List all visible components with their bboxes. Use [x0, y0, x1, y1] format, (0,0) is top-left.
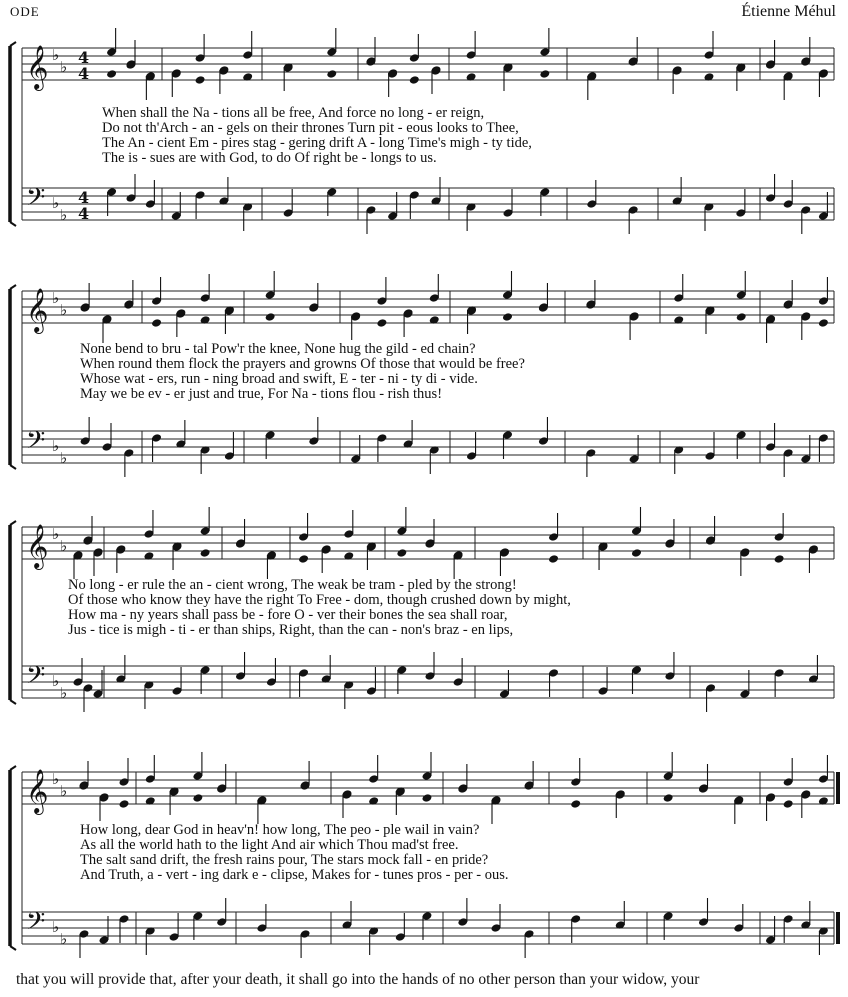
note-head: [818, 318, 829, 328]
lyric-line: As all the world hath to the light And air which Thou mad'st free.: [80, 837, 459, 853]
note-head: [502, 312, 513, 322]
flat-icon: ♭: [52, 289, 60, 307]
bass-clef-icon: 𝄢: [26, 426, 46, 461]
lyric-line: When round them flock the prayers and growns Of those that would be free?: [80, 356, 525, 372]
note-head: [396, 548, 407, 558]
flat-icon: ♭: [52, 770, 60, 788]
note-head: [265, 312, 276, 322]
time-signature-bottom: 4: [78, 64, 90, 83]
lyric-line: Jus - tice is migh - ti - er than ships, Right, than the can - non's braz - en lips,: [68, 622, 514, 638]
note-head: [326, 69, 337, 79]
time-signature-top: 4: [78, 188, 90, 207]
flat-icon: ♭: [52, 918, 60, 936]
flat-icon: ♭: [60, 930, 68, 948]
flat-icon: ♭: [60, 537, 68, 555]
lyric-line: The An - cient Em - pires stag - gering drift A - long Time's migh - ty tide,: [102, 135, 532, 151]
bass-clef-icon: 𝄢: [26, 183, 46, 218]
note-head: [570, 799, 581, 809]
note-head: [195, 75, 206, 85]
flat-icon: ♭: [60, 301, 68, 319]
note-head: [376, 318, 387, 328]
lyric-line: How ma - ny years shall pass be - fore O - ver their bones the sea shall roar,: [68, 607, 508, 623]
time-signature-bottom: 4: [78, 204, 90, 223]
note-head: [409, 75, 420, 85]
lyric-line: When shall the Na - tions all be free, And force no long - er reign,: [102, 105, 485, 121]
system-bracket: [10, 222, 16, 226]
flat-icon: ♭: [52, 525, 60, 543]
treble-clef-icon: 𝄞: [26, 524, 49, 568]
note-head: [119, 799, 130, 809]
flat-icon: ♭: [60, 58, 68, 76]
flat-icon: ♭: [60, 684, 68, 702]
lyric-line: The salt sand drift, the fresh rains pour, The stars mock fall - en pride?: [80, 852, 489, 868]
system-bracket: [10, 285, 16, 289]
note-head: [106, 69, 117, 79]
note-head: [774, 554, 785, 564]
note-head: [151, 318, 162, 328]
note-head: [548, 554, 559, 564]
lyric-line: The is - sues are with God, to do Of right be - longs to us.: [102, 150, 437, 166]
lyric-line: None bend to bru - tal Pow'r the knee, None hug the gild - ed chain?: [80, 341, 476, 357]
system-bracket: [10, 946, 16, 950]
lyric-line: May we be ev - er just and true, For Na - tions flou - rish thus!: [80, 386, 443, 402]
bass-clef-icon: 𝄢: [26, 661, 46, 696]
note-head: [200, 548, 211, 558]
lyric-line: How long, dear God in heav'n! how long, The peo - ple wail in vain?: [80, 822, 480, 838]
note-head: [539, 69, 550, 79]
note-head: [663, 793, 674, 803]
treble-clef-icon: 𝄞: [26, 769, 49, 813]
note-head: [631, 548, 642, 558]
note-head: [298, 554, 309, 564]
flat-icon: ♭: [52, 194, 60, 212]
flat-icon: ♭: [52, 672, 60, 690]
flat-icon: ♭: [52, 46, 60, 64]
lyric-line: And Truth, a - vert - ing dark e - clipse, Makes for - tunes pros - per - ous.: [80, 867, 509, 883]
time-signature-top: 4: [78, 48, 90, 67]
note-head: [783, 799, 794, 809]
system-bracket: [10, 700, 16, 704]
note-head: [736, 312, 747, 322]
lyric-line: Of those who know they have the right To Free - dom, though crushed down by might,: [68, 592, 571, 608]
bass-clef-icon: 𝄢: [26, 907, 46, 942]
treble-clef-icon: 𝄞: [26, 45, 49, 89]
composer-name: Étienne Méhul: [741, 3, 836, 20]
note-head: [422, 793, 433, 803]
flat-icon: ♭: [52, 437, 60, 455]
note-head: [192, 793, 203, 803]
system-bracket: [10, 42, 16, 46]
system-bracket: [10, 465, 16, 469]
system-bracket: [10, 766, 16, 770]
treble-clef-icon: 𝄞: [26, 288, 49, 332]
flat-icon: ♭: [60, 206, 68, 224]
lyric-line: Whose wat - ers, run - ning broad and swift, E - ter - ni - ty di - vide.: [80, 371, 478, 387]
section-title: ODE: [10, 4, 40, 19]
flat-icon: ♭: [60, 449, 68, 467]
system-bracket: [10, 521, 16, 525]
lyric-line: Do not th'Arch - an - gels on their thrones Turn pit - eous looks to Thee,: [102, 120, 519, 136]
flat-icon: ♭: [60, 782, 68, 800]
lyric-line: No long - er rule the an - cient wrong, The weak be tram - pled by the strong!: [68, 577, 517, 593]
body-text: that you will provide that, after your death, it shall go into the hands of no other person than your widow, your: [16, 971, 700, 988]
